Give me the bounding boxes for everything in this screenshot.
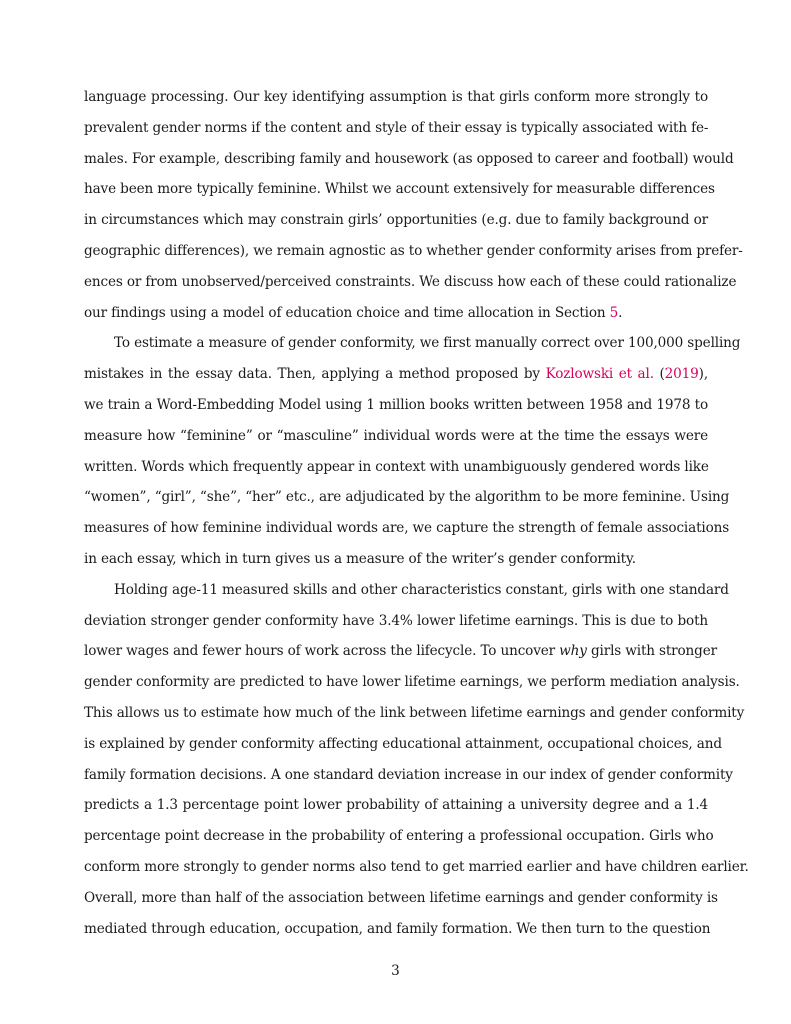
page-number: 3	[391, 963, 400, 979]
text-segment: mistakes in the essay data. Then, applying a method proposed by	[84, 366, 546, 383]
emphasis-text: why	[559, 643, 587, 660]
text-segment: .	[618, 304, 623, 321]
text-line: we train a Word-Embedding Model using 1 million books written between 1958 and 1978 to	[84, 396, 708, 413]
page-body	[84, 82, 749, 944]
paragraph-2	[84, 328, 741, 574]
text-line: in each essay, which in turn gives us a measure of the writer’s gender conformity.	[84, 550, 636, 567]
text-line: gender conformity are predicted to have lower lifetime earnings, we perform mediation analysis.	[84, 674, 740, 691]
text-line: geographic differences), we remain agnostic as to whether gender conformity arises from prefer-	[84, 242, 743, 259]
text-segment: lower wages and fewer hours of work across the lifecycle. To uncover	[84, 643, 560, 660]
text-segment: ),	[698, 366, 708, 383]
text-line: mediated through education, occupation, and family formation. We then turn to the question	[84, 920, 711, 937]
text-line: written. Words which frequently appear in context with unambiguously gendered words like	[84, 458, 709, 475]
text-line: predicts a 1.3 percentage point lower probability of attaining a university degree and a 1.4	[84, 797, 708, 814]
text-line: deviation stronger gender conformity have 3.4% lower lifetime earnings. This is due to both	[84, 612, 708, 629]
text-segment: our findings using a model of education choice and time allocation in Section	[84, 304, 610, 321]
text-segment: girls with stronger	[586, 643, 717, 660]
citation-author-link[interactable]: Kozlowski et al.	[545, 366, 654, 383]
text-line: percentage point decrease in the probability of entering a professional occupation. Girls who	[84, 828, 714, 845]
text-line: males. For example, describing family and housework (as opposed to career and football) would	[84, 150, 734, 167]
text-line: language processing. Our key identifying assumption is that girls conform more strongly to	[84, 89, 708, 105]
text-line	[84, 298, 708, 329]
section-reference-link[interactable]: 5	[609, 304, 619, 321]
paragraph-1	[84, 82, 743, 328]
citation-year-link[interactable]: 2019	[664, 366, 699, 383]
text-line: have been more typically feminine. Whilst we account extensively for measurable differences	[84, 181, 715, 198]
text-line: measure how “feminine” or “masculine” individual words were at the time the essays were	[84, 427, 708, 444]
text-line	[84, 636, 717, 667]
text-line: in circumstances which may constrain girls’ opportunities (e.g. due to family background or	[84, 212, 708, 229]
text-line: measures of how feminine individual words are, we capture the strength of female associations	[84, 520, 730, 537]
text-line: family formation decisions. A one standard deviation increase in our index of gender conformity	[84, 766, 733, 783]
text-line: To estimate a measure of gender conformity, we first manually correct over 100,000 spelling	[114, 335, 741, 352]
text-segment: (	[653, 366, 665, 383]
paragraph-3	[84, 575, 749, 945]
text-line: ences or from unobserved/perceived constraints. We discuss how each of these could rationalize	[84, 273, 737, 290]
text-line: is explained by gender conformity affecting educational attainment, occupational choices, and	[84, 735, 722, 752]
text-line: Overall, more than half of the association between lifetime earnings and gender conformity is	[84, 889, 718, 906]
text-line: “women”, “girl”, “she”, “her” etc., are adjudicated by the algorithm to be more feminine. Using	[84, 489, 730, 506]
text-line: Holding age-11 measured skills and other characteristics constant, girls with one standard	[114, 581, 729, 598]
text-line: conform more strongly to gender norms also tend to get married earlier and have children earlier.	[84, 858, 749, 875]
text-line: This allows us to estimate how much of the link between lifetime earnings and gender conformity	[84, 704, 745, 721]
text-line	[84, 359, 708, 390]
text-line: prevalent gender norms if the content and style of their essay is typically associated with fe-	[84, 119, 709, 136]
